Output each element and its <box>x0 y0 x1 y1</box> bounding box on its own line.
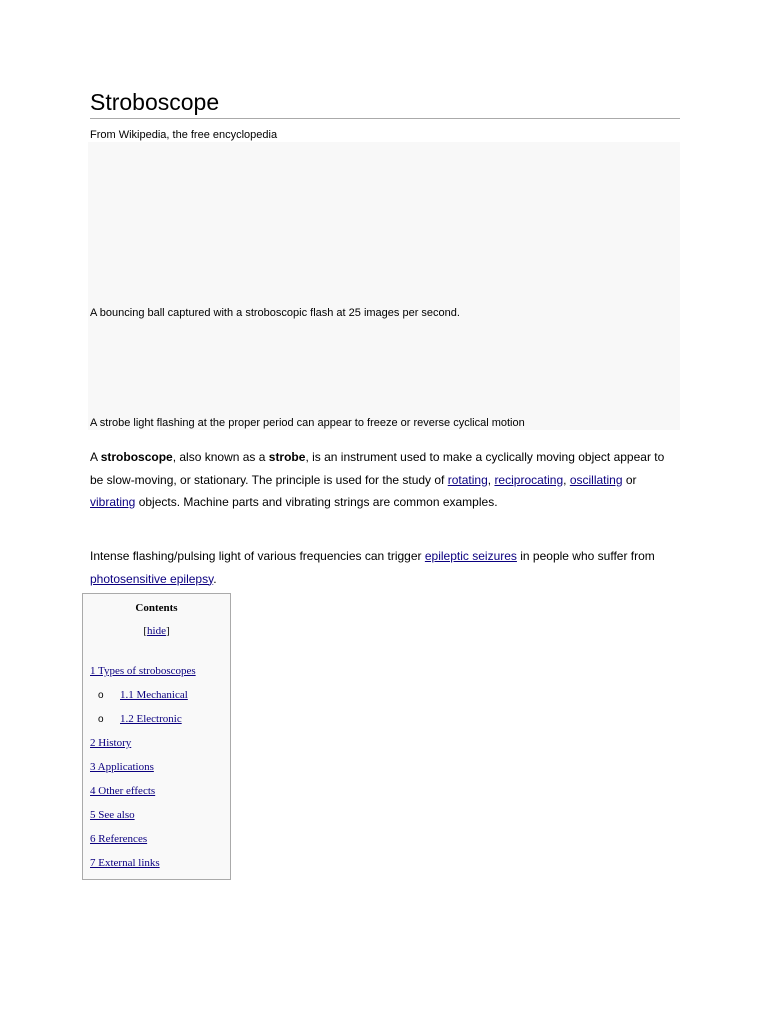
toc-item-other-effects[interactable]: 4 Other effects <box>90 785 156 797</box>
toc-item-history[interactable]: 2 History <box>90 737 132 749</box>
page-title: Stroboscope <box>90 88 680 119</box>
bold-term-strobe: strobe <box>268 450 306 464</box>
toc-subitem-electronic <box>98 712 182 727</box>
intro-paragraph-2 <box>90 545 670 590</box>
bold-term-stroboscope: stroboscope <box>100 450 173 464</box>
toc-subitem-mechanical <box>98 688 188 703</box>
bullet-icon: o <box>98 714 104 725</box>
separator: , <box>487 472 495 487</box>
bullet-icon: o <box>98 690 104 701</box>
text: A <box>90 450 101 464</box>
toc-link-electronic[interactable]: 1.2 Electronic <box>120 713 182 725</box>
separator: , <box>563 472 570 487</box>
toc-link-mechanical[interactable]: 1.1 Mechanical <box>120 689 188 701</box>
text: in people who suffer from <box>516 549 655 563</box>
text: , is an instrument used to make a cyclically moving object appear to be slow-moving, or stationary. The principle is used for the study of <box>90 450 665 487</box>
text: objects. Machine parts and vibrating strings are common examples. <box>135 495 498 509</box>
toc-title: Contents <box>135 602 178 614</box>
toc-item-external-links[interactable]: 7 External links <box>90 857 160 869</box>
toc-item-types-of-stroboscopes[interactable]: 1 Types of stroboscopes <box>90 665 196 677</box>
link-vibrating[interactable]: vibrating <box>90 495 136 509</box>
link-oscillating[interactable]: oscillating <box>569 472 623 487</box>
bracket: [ <box>143 625 148 637</box>
text: . <box>213 571 217 586</box>
toc-hide-link[interactable]: hide <box>147 625 166 637</box>
toc-item-applications[interactable]: 3 Applications <box>90 761 154 773</box>
figure-caption-strobe-motion: A strobe light flashing at the proper period can appear to freeze or reverse cyclical motion <box>90 417 525 429</box>
figure-panel <box>88 142 680 430</box>
intro-paragraph-1 <box>90 446 670 514</box>
figure-caption-bouncing-ball: A bouncing ball captured with a stroboscopic flash at 25 images per second. <box>90 307 460 319</box>
link-epileptic-seizures[interactable]: epileptic seizures <box>424 549 517 563</box>
link-reciprocating[interactable]: reciprocating <box>494 472 564 487</box>
toc-toggle <box>83 624 230 638</box>
bracket: ] <box>165 625 170 637</box>
text: Intense flashing/pulsing light of various frequencies can trigger <box>90 549 425 563</box>
site-tagline: From Wikipedia, the free encyclopedia <box>90 129 278 141</box>
toc-item-see-also[interactable]: 5 See also <box>90 809 135 821</box>
text: , also known as a <box>172 450 269 464</box>
separator: or <box>622 472 637 487</box>
toc-item-references[interactable]: 6 References <box>90 833 148 845</box>
table-of-contents <box>82 593 231 880</box>
link-photosensitive-epilepsy[interactable]: photosensitive epilepsy <box>90 571 214 586</box>
link-rotating[interactable]: rotating <box>447 472 488 487</box>
